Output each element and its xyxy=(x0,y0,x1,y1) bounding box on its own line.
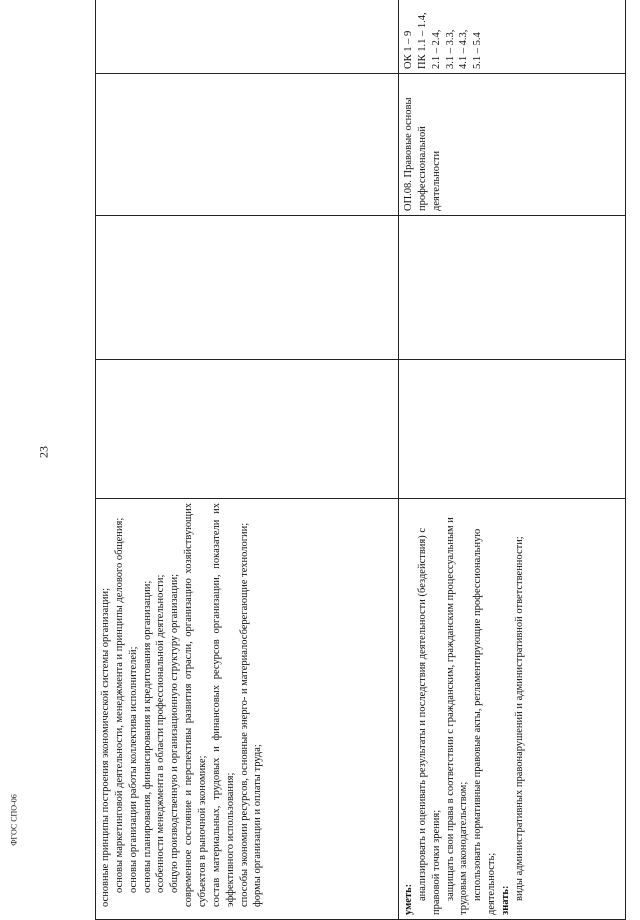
table-row xyxy=(96,0,399,920)
list-item: современное состояние и перспективы развития отрасли, организацию хозяйствующих субъектов в рыночной экономике; xyxy=(183,503,209,907)
competency-code: 4.1 – 4.3, xyxy=(458,29,470,69)
list-item: виды административных правонарушений и административной ответственности; xyxy=(513,536,525,901)
empty-cell xyxy=(399,360,626,499)
competencies-list xyxy=(402,0,485,69)
rotated-table-frame xyxy=(95,12,625,920)
competency-code: 3.1 – 3.3, xyxy=(444,29,456,69)
empty-cell xyxy=(399,216,626,360)
list-item: защищать свои права в соответствии с гражданским, гражданским процессуальным и трудовым законодательством; xyxy=(444,517,470,915)
empty-cell xyxy=(96,74,399,216)
competencies-cell xyxy=(399,0,626,74)
list-item: основы планирования, финансирования и кредитования организации; xyxy=(141,580,153,893)
competency-table xyxy=(95,0,626,920)
list-item: особенности менеджмента в области профессиональной деятельности; xyxy=(155,574,167,893)
competency-code: ОК 1 – 9 xyxy=(403,30,414,69)
list-item: основные принципы построения экономической системы организации; xyxy=(100,587,111,907)
list-item: основы маркетинговой деятельности, менеджмента и принципы делового общения; xyxy=(113,517,125,893)
discipline-cell xyxy=(399,74,626,216)
document-footer: ФГОС СПО-06 xyxy=(9,794,19,846)
content-list xyxy=(402,503,527,915)
empty-cell xyxy=(96,216,399,360)
content-list xyxy=(99,503,265,907)
list-item: основы организации работы коллектива исполнителей; xyxy=(127,646,139,893)
list-item: способы экономии ресурсов, основные энерго- и материалосберегающие технологии; xyxy=(238,522,250,907)
list-item: знать: xyxy=(500,885,512,915)
competency-code: 2.1 – 2.4, xyxy=(430,29,442,69)
competency-code: 5.1 – 5.4 xyxy=(472,32,484,69)
page-number: 23 xyxy=(36,446,51,458)
table-row xyxy=(399,0,626,920)
empty-cell xyxy=(96,0,399,74)
empty-cell xyxy=(96,360,399,499)
content-cell xyxy=(96,499,399,920)
competency-code: ПК 1.1 – 1.4, xyxy=(416,12,428,69)
content-cell xyxy=(399,499,626,920)
list-item: состав материальных, трудовых и финансовых ресурсов организации, показатели их эффективного использования; xyxy=(210,503,236,907)
list-item: общую производственную и организационную структуру организации; xyxy=(169,573,181,893)
list-item: анализировать и оценивать результаты и последствия деятельности (бездействия) с правовой точки зрения; xyxy=(416,527,442,915)
list-item: формы организации и оплаты труда; xyxy=(252,744,264,907)
list-item: использовать нормативные правовые акты, регламентирующие профессиональную деятельность; xyxy=(472,528,498,915)
list-item: уметь: xyxy=(403,883,414,915)
discipline-name: ОП.08. Правовые основы профессиональной деятельности xyxy=(403,97,442,211)
